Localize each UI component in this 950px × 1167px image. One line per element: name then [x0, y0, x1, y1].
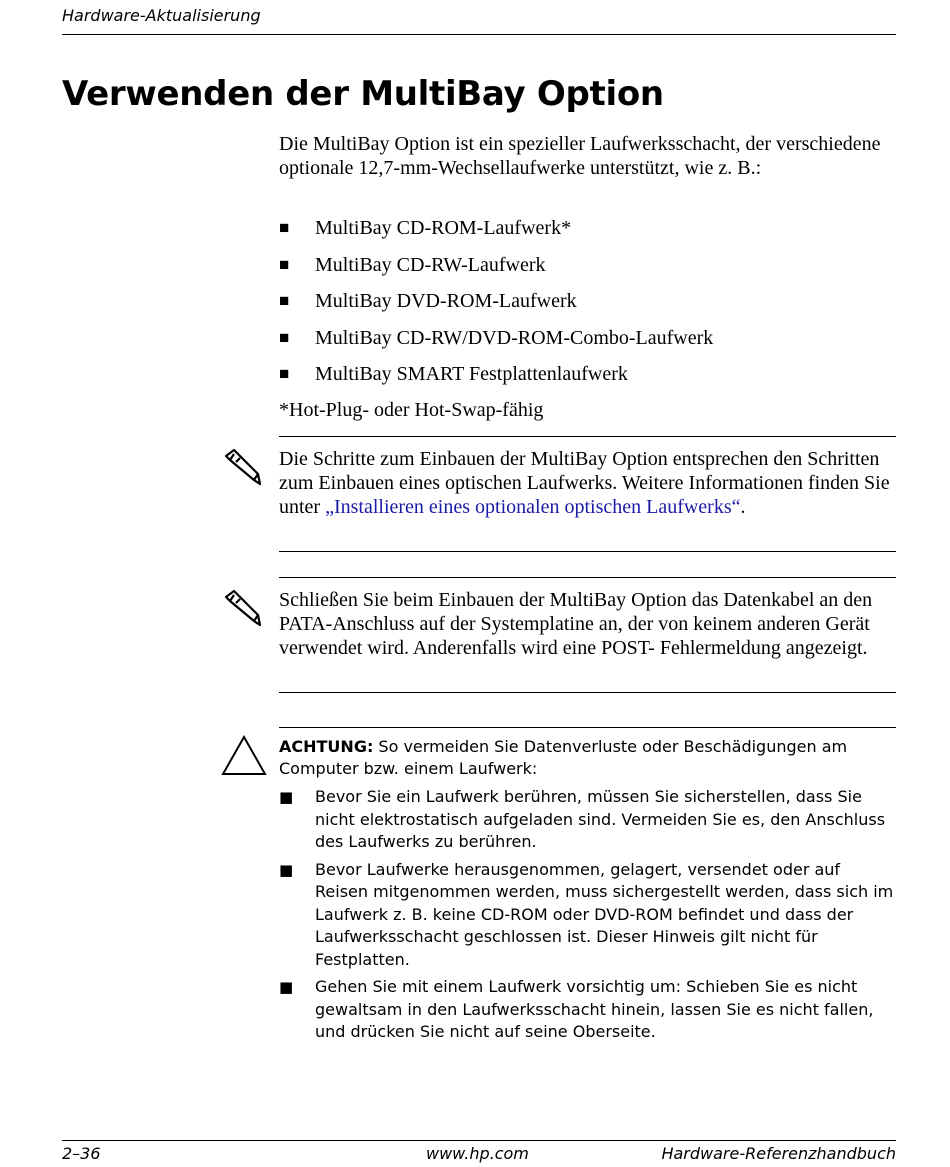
warning-triangle-icon: [221, 734, 267, 776]
drive-label: MultiBay CD-ROM-Laufwerk*: [315, 217, 572, 239]
running-footer: [62, 1140, 896, 1167]
caution-list: [279, 786, 896, 1044]
footnote: *Hot-Plug- oder Hot-Swap-fähig: [279, 399, 544, 421]
drive-label: MultiBay CD-RW-Laufwerk: [315, 253, 546, 276]
note-box: [279, 436, 896, 552]
note-text: [279, 437, 896, 529]
pencil-note-icon: [220, 587, 264, 627]
drive-label: MultiBay DVD-ROM-Laufwerk: [315, 290, 577, 312]
list-item: [279, 216, 896, 253]
page-number: 2–36: [62, 1144, 101, 1163]
bullet-icon: ■: [279, 860, 294, 879]
bullet-icon: ■: [279, 978, 294, 996]
install-optical-drive-link[interactable]: „Installieren eines optionalen optischen Laufwerks“: [325, 496, 741, 518]
page-title: Verwenden der MultiBay Option: [62, 74, 664, 114]
drive-list: [279, 216, 896, 399]
note-box: [279, 577, 896, 693]
list-item: [279, 976, 896, 1044]
list-item: [279, 362, 896, 399]
bullet-icon: ■: [279, 291, 290, 310]
note-text: Schließen Sie beim Einbauen der MultiBay Option das Datenkabel an den PATA-Anschluss auf der Systemplatine an, der von keinem anderen Gerät verwendet wird. Anderenfalls wird eine POST- Fehlermeldung angezeigt.: [279, 589, 873, 659]
caution-item: Bevor Sie ein Laufwerk berühren, müssen Sie sicherstellen, dass Sie nicht elektrostatisch aufgeladen sind. Vermeiden Sie es, den Anschluss des Laufwerks zu berühren.: [315, 787, 886, 851]
list-item: [279, 253, 896, 290]
drive-label: MultiBay SMART Festplattenlaufwerk: [315, 363, 628, 385]
caution-item: Bevor Laufwerke herausgenommen, gelagert, versendet oder auf Reisen mitgenommen werden, muss sichergestellt werden, dass sich im Laufwerk z. B. keine CD-ROM oder DVD-ROM befindet und dass der Laufwerksschacht geschlossen ist. Dieser Hinweis gilt nicht für Festplatten.: [315, 859, 894, 969]
list-item: [279, 326, 896, 363]
bullet-icon: ■: [279, 364, 290, 383]
bullet-icon: ■: [279, 254, 290, 274]
caution-item: Gehen Sie mit einem Laufwerk vorsichtig um: Schieben Sie es nicht gewaltsam in den Laufwerksschacht hinein, lassen Sie es nicht fallen, und drücken Sie nicht auf seine Oberseite.: [315, 977, 874, 1041]
caution-text: So vermeiden Sie Datenverluste oder Beschädigungen am Computer bzw. einem Laufwerk:: [279, 737, 848, 778]
running-header: [62, 6, 896, 35]
footer-url[interactable]: www.hp.com: [426, 1144, 529, 1163]
caution-box: [279, 727, 896, 1049]
caution-label: ACHTUNG:: [279, 737, 374, 756]
note-body: Die Schritte zum Einbauen der MultiBay Option entsprechen den Schritten zum Einbauen eines optischen Laufwerks. Weitere Informationen finden Sie unter: [279, 448, 890, 518]
drive-label: MultiBay CD-RW/DVD-ROM-Combo-Laufwerk: [315, 326, 714, 349]
note-end: .: [740, 496, 746, 518]
list-item: [279, 859, 896, 972]
running-header-title: Hardware-Aktualisierung: [62, 6, 261, 25]
pencil-note-icon: [220, 446, 264, 486]
bullet-icon: ■: [279, 327, 290, 347]
bullet-icon: ■: [279, 788, 294, 806]
caution-intro: [279, 736, 896, 780]
book-title: Hardware-Referenzhandbuch: [661, 1144, 896, 1163]
list-item: [279, 786, 896, 854]
list-item: [279, 289, 896, 326]
bullet-icon: ■: [279, 218, 290, 237]
intro-paragraph: Die MultiBay Option ist ein spezieller Laufwerksschacht, der verschiedene optionale 12,7-mm-Wechsellaufwerke unterstützt, wie z. B.:: [279, 133, 881, 179]
